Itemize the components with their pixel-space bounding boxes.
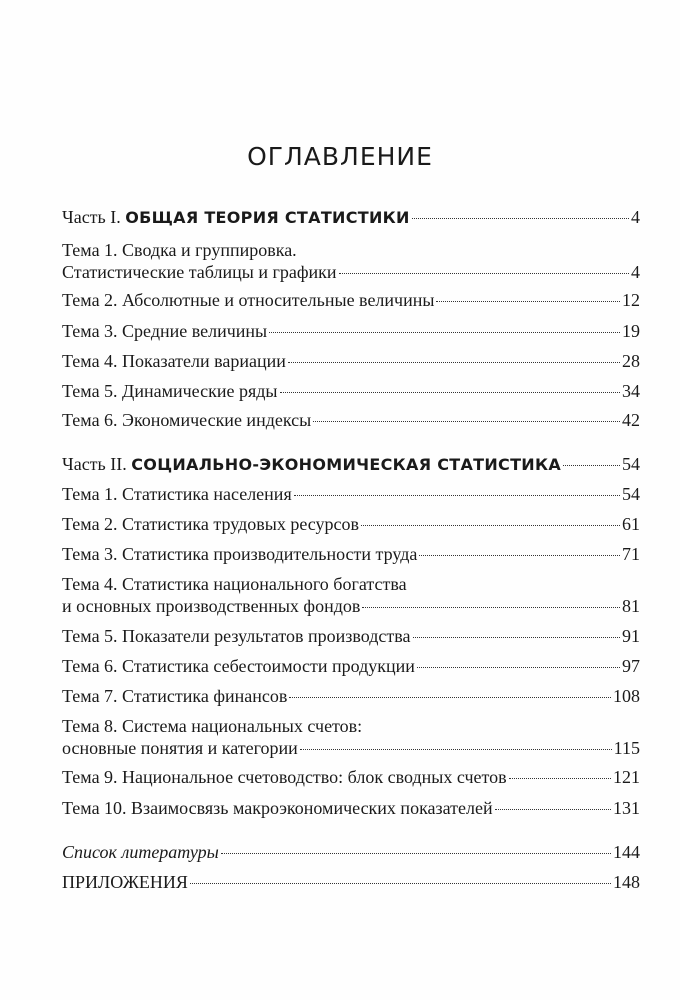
toc-entry-p2-topic-6[interactable]	[62, 655, 640, 677]
entry-title-line-1: Тема 8. Система национальных счетов:	[62, 716, 363, 736]
entry-title: Тема 6. Статистика себестоимости продукции	[62, 656, 415, 676]
dot-leader	[419, 555, 620, 556]
toc-entry-p1-topic-3[interactable]	[62, 320, 640, 342]
entry-title-line-2: и основных производственных фондов	[62, 596, 361, 616]
dot-leader	[413, 637, 620, 638]
toc-entry-p2-topic-7[interactable]	[62, 685, 640, 707]
page-number: 71	[622, 544, 640, 564]
dot-leader	[362, 607, 620, 608]
toc-part-1[interactable]	[62, 206, 640, 228]
entry-title: Тема 6. Экономические индексы	[62, 410, 312, 430]
page-number: 4	[631, 262, 640, 282]
part-title: ОБЩАЯ ТЕОРИЯ СТАТИСТИКИ	[125, 208, 410, 227]
page-number: 81	[622, 596, 640, 616]
dot-leader	[221, 853, 611, 854]
entry-title: Тема 5. Динамические ряды	[62, 381, 278, 401]
entry-title-line-1: Тема 1. Сводка и группировка.	[62, 240, 297, 260]
dot-leader	[313, 421, 620, 422]
entry-title: Список литературы	[62, 842, 219, 862]
toc-entry-p2-topic-9[interactable]	[62, 766, 640, 788]
page-number: 97	[622, 656, 640, 676]
dot-leader	[269, 332, 620, 333]
entry-title: Тема 1. Статистика населения	[62, 484, 292, 504]
page-number: 54	[622, 484, 640, 504]
dot-leader	[289, 697, 611, 698]
toc-entry-p1-topic-6[interactable]	[62, 409, 640, 431]
dot-leader	[361, 525, 620, 526]
entry-title-line-2: Статистические таблицы и графики	[62, 262, 337, 282]
dot-leader	[509, 778, 611, 779]
dot-leader	[412, 218, 629, 219]
page-number: 131	[613, 798, 640, 818]
page-number: 148	[613, 872, 640, 892]
toc-part-2[interactable]	[62, 453, 640, 475]
entry-title: Тема 4. Показатели вариации	[62, 351, 286, 371]
part-title: СОЦИАЛЬНО-ЭКОНОМИЧЕСКАЯ СТАТИСТИКА	[131, 455, 562, 474]
entry-title: Тема 9. Национальное счетоводство: блок сводных счетов	[62, 767, 507, 787]
entry-title: Тема 3. Средние величины	[62, 321, 268, 341]
dot-leader	[563, 465, 620, 466]
dot-leader	[339, 273, 629, 274]
page-number: 91	[622, 626, 640, 646]
page-number: 19	[622, 321, 640, 341]
entry-title: Тема 2. Статистика трудовых ресурсов	[62, 514, 360, 534]
toc-entry-references[interactable]	[62, 841, 640, 863]
dot-leader	[300, 749, 612, 750]
toc-entry-p1-topic-1[interactable]	[62, 239, 640, 283]
entry-title: Тема 10. Взаимосвязь макроэкономических показателей	[62, 798, 493, 818]
dot-leader	[190, 883, 611, 884]
dot-leader	[294, 495, 620, 496]
dot-leader	[436, 301, 620, 302]
toc-entry-p2-topic-4[interactable]	[62, 573, 640, 617]
entry-title: Тема 3. Статистика производительности труда	[62, 544, 418, 564]
dot-leader	[280, 392, 621, 393]
dot-leader	[495, 809, 611, 810]
part-prefix: Часть I.	[62, 207, 121, 227]
page-number: 4	[631, 207, 640, 227]
dot-leader	[288, 362, 620, 363]
entry-title: ПРИЛОЖЕНИЯ	[62, 872, 188, 892]
entry-title: Тема 2. Абсолютные и относительные величины	[62, 290, 435, 310]
page-number: 144	[613, 842, 640, 862]
page-number: 42	[622, 410, 640, 430]
page-number: 61	[622, 514, 640, 534]
entry-title: Тема 5. Показатели результатов производства	[62, 626, 411, 646]
page-number: 34	[622, 381, 640, 401]
page-number: 28	[622, 351, 640, 371]
toc-entry-p1-topic-4[interactable]	[62, 350, 640, 372]
entry-title-line-1: Тема 4. Статистика национального богатства	[62, 574, 407, 594]
toc-entry-p2-topic-8[interactable]	[62, 715, 640, 759]
page-title: ОГЛАВЛЕНИЕ	[247, 142, 433, 171]
toc-entry-p2-topic-3[interactable]	[62, 543, 640, 565]
page-number: 108	[613, 686, 640, 706]
entry-title-line-2: основные понятия и категории	[62, 738, 298, 758]
page-number: 54	[622, 454, 640, 474]
entry-title: Тема 7. Статистика финансов	[62, 686, 288, 706]
toc-entry-appendices[interactable]	[62, 871, 640, 893]
part-prefix: Часть II.	[62, 454, 127, 474]
toc-entry-p2-topic-10[interactable]	[62, 797, 640, 819]
toc-entry-p1-topic-2[interactable]	[62, 289, 640, 311]
toc-entry-p2-topic-5[interactable]	[62, 625, 640, 647]
dot-leader	[417, 667, 620, 668]
page-number: 121	[613, 767, 640, 787]
toc-entry-p2-topic-1[interactable]	[62, 483, 640, 505]
page-number: 115	[613, 738, 640, 758]
page-number: 12	[622, 290, 640, 310]
toc-entry-p1-topic-5[interactable]	[62, 380, 640, 402]
toc-entry-p2-topic-2[interactable]	[62, 513, 640, 535]
